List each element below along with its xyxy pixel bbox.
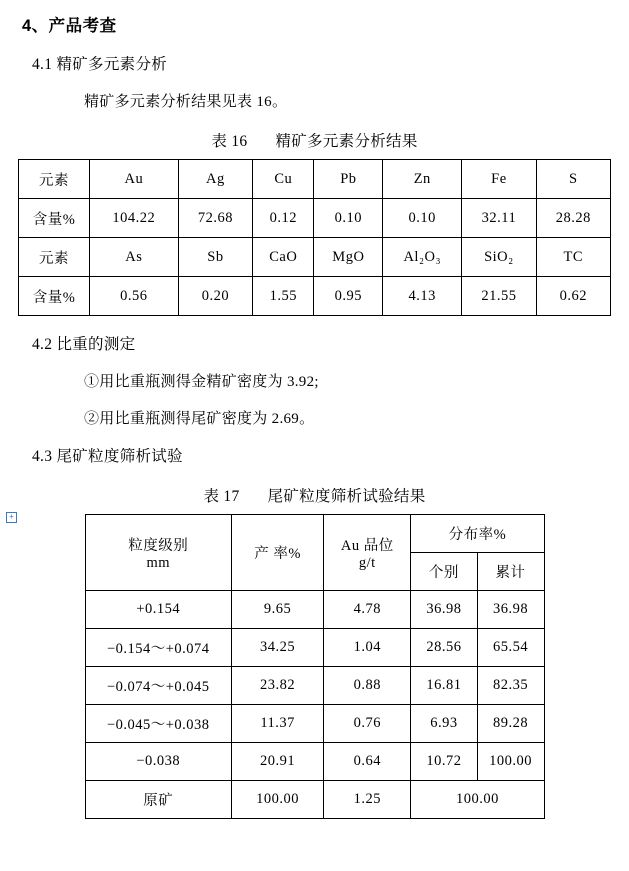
table17-cell: 6.93 [411,705,477,743]
table-header-row [85,515,544,553]
table17-cell: 82.35 [477,667,544,705]
table17-cell: 原矿 [85,781,232,819]
table17-cell: 20.91 [232,743,324,781]
table16-cell: 元素 [19,238,90,277]
table17-cell: 100.00 [477,743,544,781]
section-heading: 4、产品考查 [22,17,117,35]
table17-header-grade-line2: g/t [358,554,376,571]
table-row [19,238,611,277]
table16-cell: 0.20 [178,277,252,316]
table16-cell: 0.56 [90,277,179,316]
table17-cell: −0.038 [85,743,232,781]
table17-cell: 28.56 [411,629,477,667]
table16-cell: 21.55 [462,277,536,316]
subsection-heading-4-1: 4.1 精矿多元素分析 [32,56,168,73]
table17-header-distribution: 分布率% [411,515,544,553]
paragraph-table16-reference: 精矿多元素分析结果见表 16。 [84,94,288,110]
table17-caption-text: 尾矿粒度筛析试验结果 [267,488,426,505]
table17-cell: +0.154 [85,591,232,629]
table16-cell: 1.55 [253,277,314,316]
table-tailings-size-analysis [85,514,545,819]
table17-caption [18,484,611,506]
table-row [85,743,544,781]
table16-cell: As [90,238,179,277]
table16-cell: Ag [178,160,252,199]
table17-cell: −0.045～+0.038 [85,705,232,743]
table16-cell: 0.95 [314,277,383,316]
table-row [85,591,544,629]
table17-cell: 0.76 [324,705,411,743]
table16-cell: 含量% [19,199,90,238]
table16-cell: Zn [383,160,462,199]
table17-cell: 23.82 [232,667,324,705]
table16-cell: 0.12 [253,199,314,238]
table17-cell: 10.72 [411,743,477,781]
table17-cell: 36.98 [477,591,544,629]
table16-cell: 含量% [19,277,90,316]
table16-cell: 4.13 [383,277,462,316]
anchor-marker-icon: + [6,512,17,523]
table-row [85,629,544,667]
table-row [19,160,611,199]
table16-cell: 0.10 [383,199,462,238]
table16-cell: Au [90,160,179,199]
paragraph-concentrate-density: ①用比重瓶测得金精矿密度为 3.92; [84,374,319,390]
table17-cell: 0.64 [324,743,411,781]
table17-cell: 1.25 [324,781,411,819]
table17-header-size-class [85,515,232,591]
table16-cell: 72.68 [178,199,252,238]
table-row [85,781,544,819]
table17-cell: 34.25 [232,629,324,667]
table17-cell: 16.81 [411,667,477,705]
table16-cell: 元素 [19,160,90,199]
table17-cell: −0.074～+0.045 [85,667,232,705]
table16-cell: 32.11 [462,199,536,238]
table17-header-grade-line1: Au 品位 [340,537,394,554]
table16-cell: S [536,160,610,199]
table17-cell: 65.54 [477,629,544,667]
subsection-heading-4-3: 4.3 尾矿粒度筛析试验 [32,448,183,465]
table17-cell: 100.00 [232,781,324,819]
table17-header-yield: 产 率% [232,515,324,591]
table17-cell: 36.98 [411,591,477,629]
paragraph-tailings-density: ②用比重瓶测得尾矿密度为 2.69。 [84,411,315,427]
table17-cell: 9.65 [232,591,324,629]
table16-cell: Sb [178,238,252,277]
table17-cell: 100.00 [411,781,544,819]
table17-header-distribution-cumulative: 累计 [477,553,544,591]
table17-cell: 0.88 [324,667,411,705]
subsection-heading-4-2: 4.2 比重的测定 [32,336,136,353]
table17-header-size-class-line2: mm [146,554,171,571]
table-row [19,199,611,238]
table-row [85,705,544,743]
table-multielement-analysis [18,159,611,316]
table17-header-size-class-line1: 粒度级别 [128,537,189,554]
table16-cell: TC [536,238,610,277]
table16-caption-label: 表 16 [211,133,248,150]
table17-caption-label: 表 17 [203,488,240,505]
table-row [19,277,611,316]
table17-cell: 4.78 [324,591,411,629]
table16-cell: 28.28 [536,199,610,238]
table16-cell: Pb [314,160,383,199]
table16-cell: 0.62 [536,277,610,316]
table16-cell: CaO [253,238,314,277]
table16-cell: Cu [253,160,314,199]
table16-caption-text: 精矿多元素分析结果 [275,133,418,150]
table16-cell: Fe [462,160,536,199]
table16-cell: 0.10 [314,199,383,238]
table16-cell: MgO [314,238,383,277]
table16-caption [18,129,611,151]
table16-cell: SiO₂ [462,238,536,277]
table17-cell: −0.154～+0.074 [85,629,232,667]
table17-cell: 1.04 [324,629,411,667]
table17-cell: 11.37 [232,705,324,743]
table16-cell: 104.22 [90,199,179,238]
table17-header-grade [324,515,411,591]
table17-header-distribution-individual: 个别 [411,553,477,591]
table-row [85,667,544,705]
table16-cell: Al₂O₃ [383,238,462,277]
table17-cell: 89.28 [477,705,544,743]
